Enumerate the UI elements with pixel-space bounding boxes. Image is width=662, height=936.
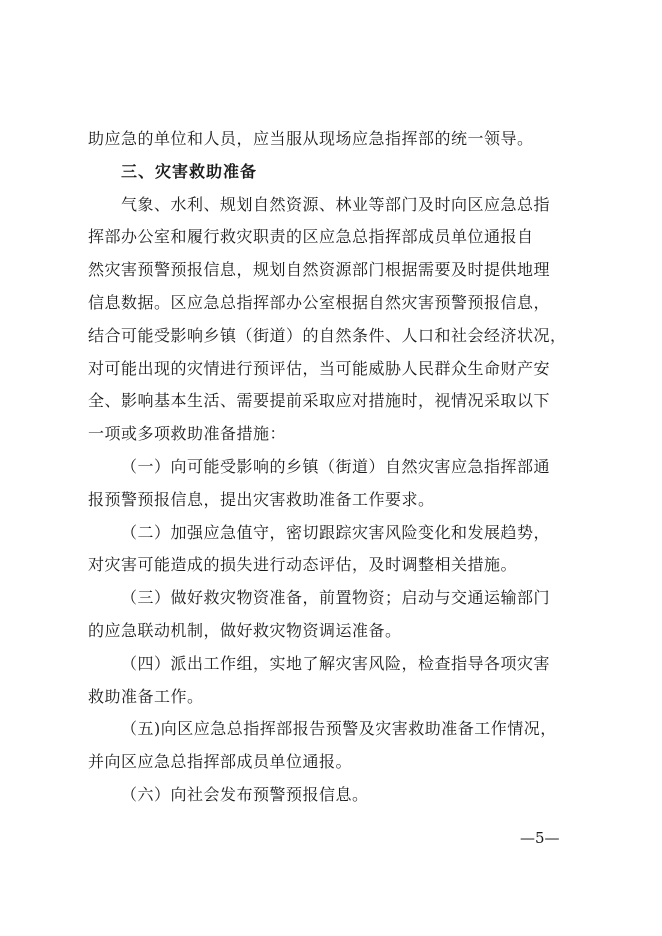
list-item-5-line-1: （五)向区应急总指挥部报告预警及灾害救助准备工作情况，	[121, 719, 557, 739]
text-line-1: 助应急的单位和人员，应当服从现场应急指挥部的统一领导。	[88, 129, 534, 148]
text-line-7: 结合可能受影响乡镇（街道）的自然条件、人口和社会经济状况，	[88, 325, 567, 345]
text-line-10: 一项或多项救助准备措施：	[88, 424, 287, 444]
list-item-4-line-2: 救助准备工作。	[88, 686, 204, 706]
list-item-1-line-1: （一）向可能受影响的乡镇（街道）自然灾害应急指挥部通	[121, 456, 551, 476]
page-number: —5—	[520, 829, 560, 847]
text-line-9: 全、影响基本生活、需要提前采取应对措施时，视情况采取以下	[88, 391, 551, 411]
list-item-4-line-1: （四）派出工作组，实地了解灾害风险，检查指导各项灾害	[121, 653, 551, 673]
list-item-3-line-1: （三）做好救灾物资准备，前置物资；启动与交通运输部门	[121, 588, 551, 608]
section-heading: 三、灾害救助准备	[121, 161, 258, 181]
list-item-1-line-2: 报预警预报信息，提出灾害救助准备工作要求。	[88, 489, 435, 509]
list-item-2-line-2: 对灾害可能造成的损失进行动态评估，及时调整相关措施。	[88, 555, 518, 575]
list-item-2-line-1: （二）加强应急值守，密切跟踪灾害风险变化和发展趋势，	[121, 522, 551, 542]
text-line-5: 然灾害预警预报信息，规划自然资源部门根据需要及时提供地理	[88, 260, 551, 280]
text-line-4: 挥部办公室和履行救灾职责的区应急总指挥部成员单位通报自	[88, 227, 534, 247]
list-item-6-line-1: （六）向社会发布预警预报信息。	[121, 784, 369, 804]
list-item-3-line-2: 的应急联动机制，做好救灾物资调运准备。	[88, 620, 402, 640]
document-body	[88, 123, 588, 812]
text-line-6: 信息数据。区应急总指挥部办公室根据自然灾害预警预报信息，	[88, 292, 551, 312]
text-line-3: 气象、水利、规划自然资源、林业等部门及时向区应急总指	[121, 194, 551, 214]
text-line-8: 对可能出现的灾情进行预评估，当可能威胁人民群众生命财产安	[88, 358, 551, 378]
list-item-5-line-2: 并向区应急总指挥部成员单位通报。	[88, 752, 353, 772]
